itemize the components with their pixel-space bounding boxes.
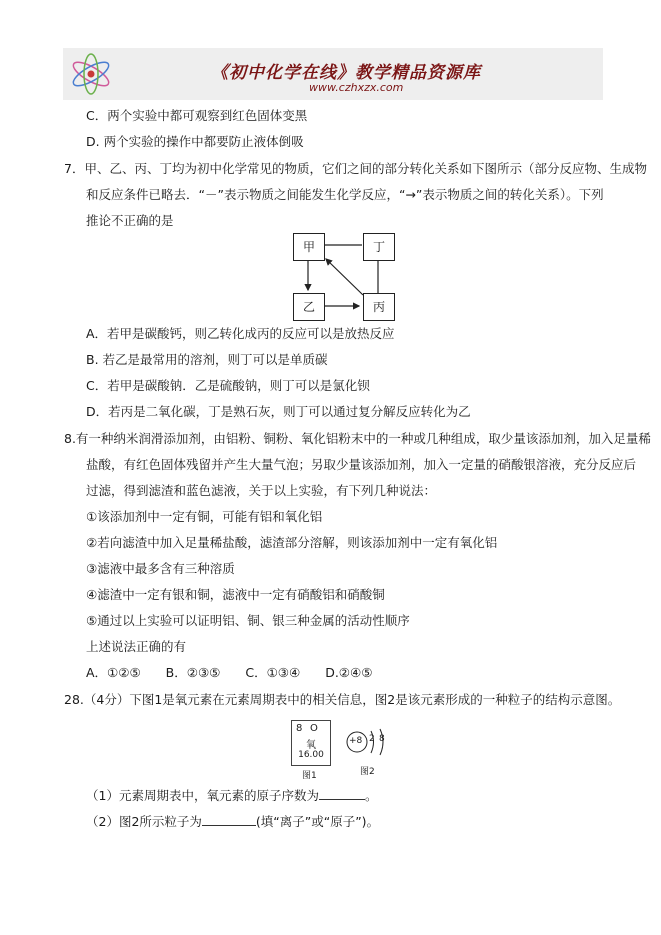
atomic-mass: 16.00 bbox=[298, 750, 324, 760]
q7-stem-line1: 7．甲、乙、丙、丁均为初中化学常见的物质，它们之间的部分转化关系如下图所示（部分反应物、生成物 bbox=[64, 161, 647, 176]
node-yi: 乙 bbox=[293, 293, 325, 321]
shell-2-electrons: 8 bbox=[379, 734, 385, 744]
element-name: 氧 bbox=[306, 740, 316, 751]
q8-stem-line1: 8.有一种纳米润滑添加剂，由铝粉、铜粉、氧化铝粉末中的一种或几种组成，取少量该添加剂，加入足量稀 bbox=[64, 431, 651, 446]
q8-stem-line3: 过滤，得到滤渣和蓝色滤液，关于以上实验，有下列几种说法： bbox=[86, 483, 437, 498]
q7-stem-line2: 和反应条件已略去．“－”表示物质之间能发生化学反应，“→”表示物质之间的转化关系）。下列 bbox=[86, 187, 604, 202]
atomic-number: 8 bbox=[296, 723, 303, 734]
q28-stem: 28.（4分）下图1是氧元素在元素周期表中的相关信息，图2是该元素形成的一种粒子的结构示意图。 bbox=[64, 692, 621, 707]
banner-title: 《初中化学在线》教学精品资源库 bbox=[211, 63, 481, 83]
q28-part1-end: 。 bbox=[364, 788, 378, 803]
answer-blank-1[interactable] bbox=[319, 787, 365, 800]
q28-part1-text: （1）元素周期表中，氧元素的原子序数为 bbox=[86, 788, 319, 803]
element-card bbox=[291, 720, 331, 766]
shell-1-electrons: 2 bbox=[369, 734, 375, 744]
q28-part2-end: (填“离子”或“原子”)。 bbox=[255, 814, 380, 829]
figure2-caption: 图2 bbox=[360, 767, 375, 777]
node-jia: 甲 bbox=[293, 233, 325, 261]
atom-logo-icon bbox=[67, 50, 115, 98]
particle-diagram bbox=[345, 726, 395, 760]
q6-option-c: C．两个实验中都可观察到红色固体变黑 bbox=[86, 108, 308, 123]
answer-blank-2[interactable] bbox=[202, 813, 256, 826]
q8-options: A．①②⑤ B．②③⑤ C．①③④ D.②④⑤ bbox=[86, 665, 373, 680]
q8-statement-4: ④滤渣中一定有银和铜，滤液中一定有硝酸铝和硝酸铜 bbox=[86, 587, 385, 602]
nucleus-charge: +8 bbox=[349, 736, 363, 746]
q8-statement-5: ⑤通过以上实验可以证明铝、铜、银三种金属的活动性顺序 bbox=[86, 613, 410, 628]
q28-part2 bbox=[86, 813, 379, 830]
q8-stem-line2: 盐酸，有红色固体残留并产生大量气泡；另取少量该添加剂，加入一定量的硝酸银溶液，充分反应后 bbox=[86, 457, 637, 472]
node-ding: 丁 bbox=[363, 233, 395, 261]
header-banner bbox=[63, 48, 603, 100]
q7-option-a: A．若甲是碳酸钙，则乙转化成丙的反应可以是放热反应 bbox=[86, 326, 395, 341]
q7-option-c: C．若甲是碳酸钠．乙是硫酸钠，则丁可以是氯化钡 bbox=[86, 378, 370, 393]
q8-statement-3: ③滤液中最多含有三种溶质 bbox=[86, 561, 235, 576]
figure1-caption: 图1 bbox=[302, 771, 317, 781]
q6-option-d: D. 两个实验的操作中都要防止液体倒吸 bbox=[86, 134, 304, 149]
node-bing: 丙 bbox=[363, 293, 395, 321]
element-symbol: O bbox=[310, 723, 318, 734]
q7-option-b: B. 若乙是最常用的溶剂，则丁可以是单质碳 bbox=[86, 352, 328, 367]
q8-statement-2: ②若向滤渣中加入足量稀盐酸，滤渣部分溶解，则该添加剂中一定有氧化铝 bbox=[86, 535, 498, 550]
q8-statement-1: ①该添加剂中一定有铜，可能有铝和氧化铝 bbox=[86, 509, 323, 524]
banner-url: www.czhxzx.com bbox=[309, 81, 404, 94]
q7-stem-line3: 推论不正确的是 bbox=[86, 213, 174, 228]
q28-part2-text: （2）图2所示粒子为 bbox=[86, 814, 202, 829]
q7-option-d: D．若丙是二氧化碳，丁是熟石灰，则丁可以通过复分解反应转化为乙 bbox=[86, 404, 471, 419]
q28-part1 bbox=[86, 787, 377, 804]
q8-question: 上述说法正确的有 bbox=[86, 639, 187, 654]
q7-diagram bbox=[293, 233, 393, 323]
